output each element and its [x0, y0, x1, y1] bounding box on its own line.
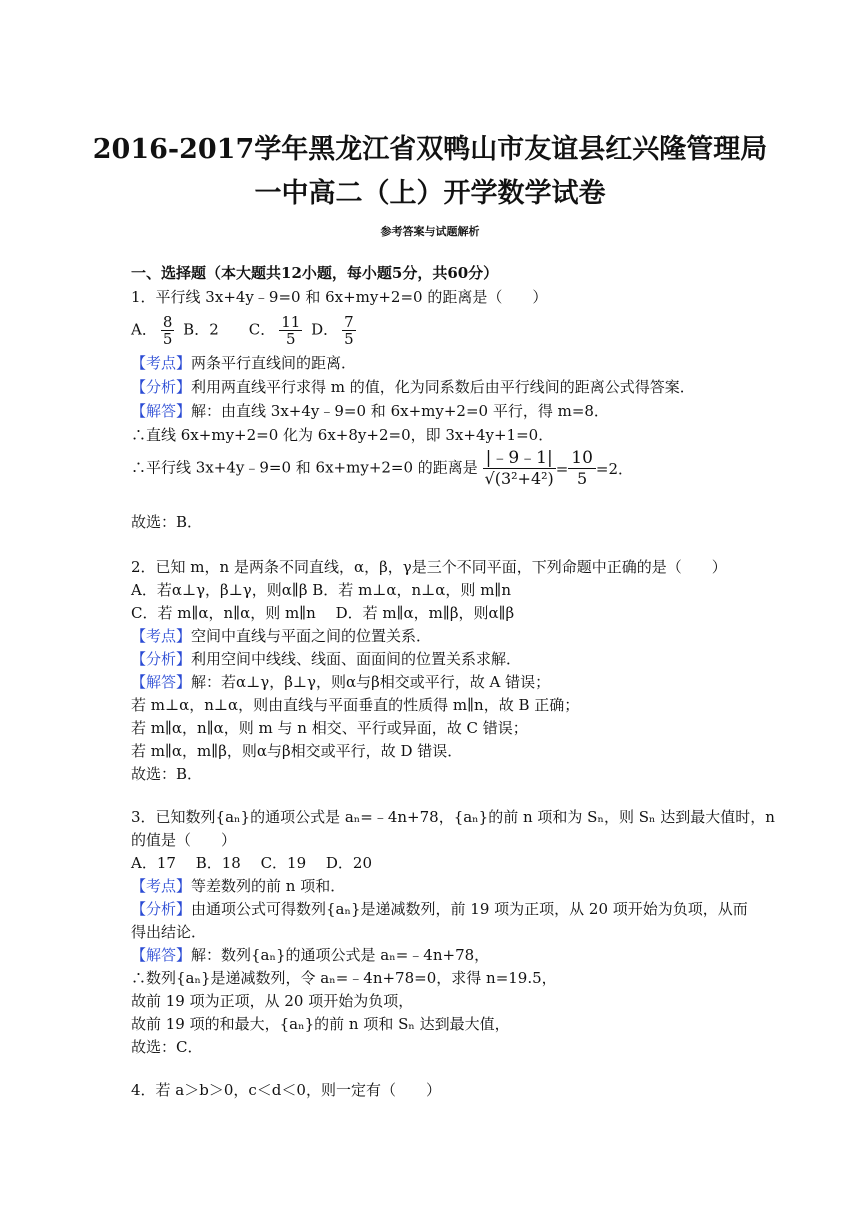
q3-kaodian	[131, 876, 345, 896]
kaodian-tag: 【考点】	[131, 877, 192, 895]
subtitle: 参考答案与试题解析	[380, 225, 480, 238]
q3-answer: 故选：C．	[131, 1038, 203, 1056]
fraction-denominator: 5	[344, 330, 354, 348]
kaodian-tag: 【考点】	[131, 627, 192, 645]
q1-option-c-fraction	[279, 314, 302, 347]
q3-jieda	[131, 945, 489, 965]
section-heading: 一、选择题（本大题共12小题，每小题5分，共60分）	[131, 264, 499, 282]
q1-stem: 1．平行线 3x+4y﹣9=0 和 6x+my+2=0 的距离是（ ）	[131, 288, 548, 306]
q2-jieda	[131, 672, 550, 692]
q2-options-cd: C．若 m∥α，n∥α，则 m∥n D．若 m∥α，m∥β，则α∥β	[131, 604, 515, 622]
q4-stem: 4．若 a＞b＞0，c＜d＜0，则一定有（ ）	[131, 1081, 441, 1099]
q1-solution-line-3	[131, 448, 633, 489]
fenxi-tag: 【分析】	[131, 650, 192, 668]
fraction-denominator: 5	[285, 330, 296, 348]
q1-option-a-label: A．	[131, 320, 157, 339]
fraction-numerator: 7	[344, 313, 354, 331]
result-value: =2．	[595, 459, 634, 478]
fraction-numerator: 8	[162, 313, 173, 331]
q1-option-d-label: D．	[311, 320, 339, 339]
q2-solution-line-3: 若 m∥α，n∥α，则 m 与 n 相交、平行或异面，故 C 错误；	[131, 719, 528, 737]
q3-solution-line-4: 故前 19 项的和最大，{aₙ}的前 n 项和 Sₙ 达到最大值，	[131, 1015, 510, 1033]
kaodian-text: 空间中直线与平面之间的位置关系．	[191, 627, 432, 645]
fenxi-tag: 【分析】	[131, 378, 192, 396]
result-fraction	[568, 448, 596, 489]
q3-solution-line-2: ∴数列{aₙ}是递减数列，令 aₙ=﹣4n+78=0，求得 n=19.5，	[131, 969, 557, 987]
jieda-tag: 【解答】	[131, 673, 192, 691]
fraction-numerator: 10	[568, 448, 596, 469]
q2-stem: 2．已知 m，n 是两条不同直线，α，β，γ是三个不同平面，下列命题中正确的是（ ）	[131, 558, 727, 576]
q1-solution-line-2: ∴直线 6x+my+2=0 化为 6x+8y+2=0，即 3x+4y+1=0．	[131, 426, 554, 444]
title-line-2: 一中高二（上）开学数学试卷	[254, 178, 606, 209]
q2-solution-line-2: 若 m⊥α，n⊥α，则由直线与平面垂直的性质得 m∥n，故 B 正确；	[131, 696, 580, 714]
q1-option-d-fraction	[342, 314, 356, 347]
q1-options	[131, 314, 360, 347]
q1-answer: 故选：B．	[131, 513, 203, 531]
title-line-1: 2016-2017学年黑龙江省双鸭山市友谊县红兴隆管理局	[92, 134, 768, 165]
q3-fenxi	[131, 899, 748, 919]
q1-option-a-fraction	[161, 314, 175, 347]
q3-stem-line-1: 3．已知数列{aₙ}的通项公式是 aₙ=﹣4n+78，{aₙ}的前 n 项和为 Sₙ，则 Sₙ 达到最大值时，n	[131, 808, 775, 826]
fenxi-text: 由通项公式可得数列{aₙ}是递减数列，前 19 项为正项，从 20 项开始为负项，从而	[191, 900, 748, 918]
q3-options: A．17 B．18 C．19 D．20	[131, 854, 373, 872]
distance-fraction	[483, 448, 556, 489]
fenxi-text: 利用空间中线线、线面、面面间的位置关系求解．	[191, 650, 522, 668]
q1-fenxi	[131, 377, 695, 397]
q1-jieda	[131, 401, 609, 421]
q2-fenxi	[131, 649, 521, 669]
q3-fenxi-line-2: 得出结论．	[131, 923, 207, 941]
q1-option-bc-label: B．2 C．	[183, 320, 276, 339]
q3-solution-line-3: 故前 19 项为正项，从 20 项开始为负项，	[131, 992, 414, 1010]
jieda-text: 解：数列{aₙ}的通项公式是 aₙ=﹣4n+78，	[191, 946, 490, 964]
equals-sign: =	[555, 459, 569, 478]
fraction-denominator: √(3²+4²)	[484, 469, 554, 488]
fraction-numerator: |﹣9﹣1|	[483, 448, 556, 469]
kaodian-text: 等差数列的前 n 项和．	[191, 877, 346, 895]
q2-solution-line-4: 若 m∥α，m∥β，则α与β相交或平行，故 D 错误．	[131, 742, 463, 760]
distance-text: ∴平行线 3x+4y﹣9=0 和 6x+my+2=0 的距离是	[131, 458, 478, 477]
jieda-tag: 【解答】	[131, 402, 192, 420]
fraction-numerator: 11	[281, 313, 301, 331]
fenxi-tag: 【分析】	[131, 900, 192, 918]
kaodian-text: 两条平行直线间的距离．	[191, 354, 357, 372]
jieda-text: 解：由直线 3x+4y﹣9=0 和 6x+my+2=0 平行，得 m=8．	[191, 402, 609, 420]
fraction-denominator: 5	[162, 330, 173, 348]
jieda-text: 解：若α⊥γ，β⊥γ，则α与β相交或平行，故 A 错误；	[191, 673, 551, 691]
kaodian-tag: 【考点】	[131, 354, 192, 372]
jieda-tag: 【解答】	[131, 946, 192, 964]
fenxi-text: 利用两直线平行求得 m 的值，化为同系数后由平行线间的距离公式得答案．	[191, 378, 695, 396]
q2-kaodian	[131, 626, 431, 646]
q2-options-ab: A．若α⊥γ，β⊥γ，则α∥β B．若 m⊥α，n⊥α，则 m∥n	[131, 581, 512, 599]
fraction-denominator: 5	[576, 469, 588, 488]
distance-formula	[483, 448, 633, 489]
q1-kaodian	[131, 353, 356, 373]
q2-answer: 故选：B．	[131, 765, 203, 783]
q3-stem-line-2: 的值是（ ）	[131, 831, 237, 849]
